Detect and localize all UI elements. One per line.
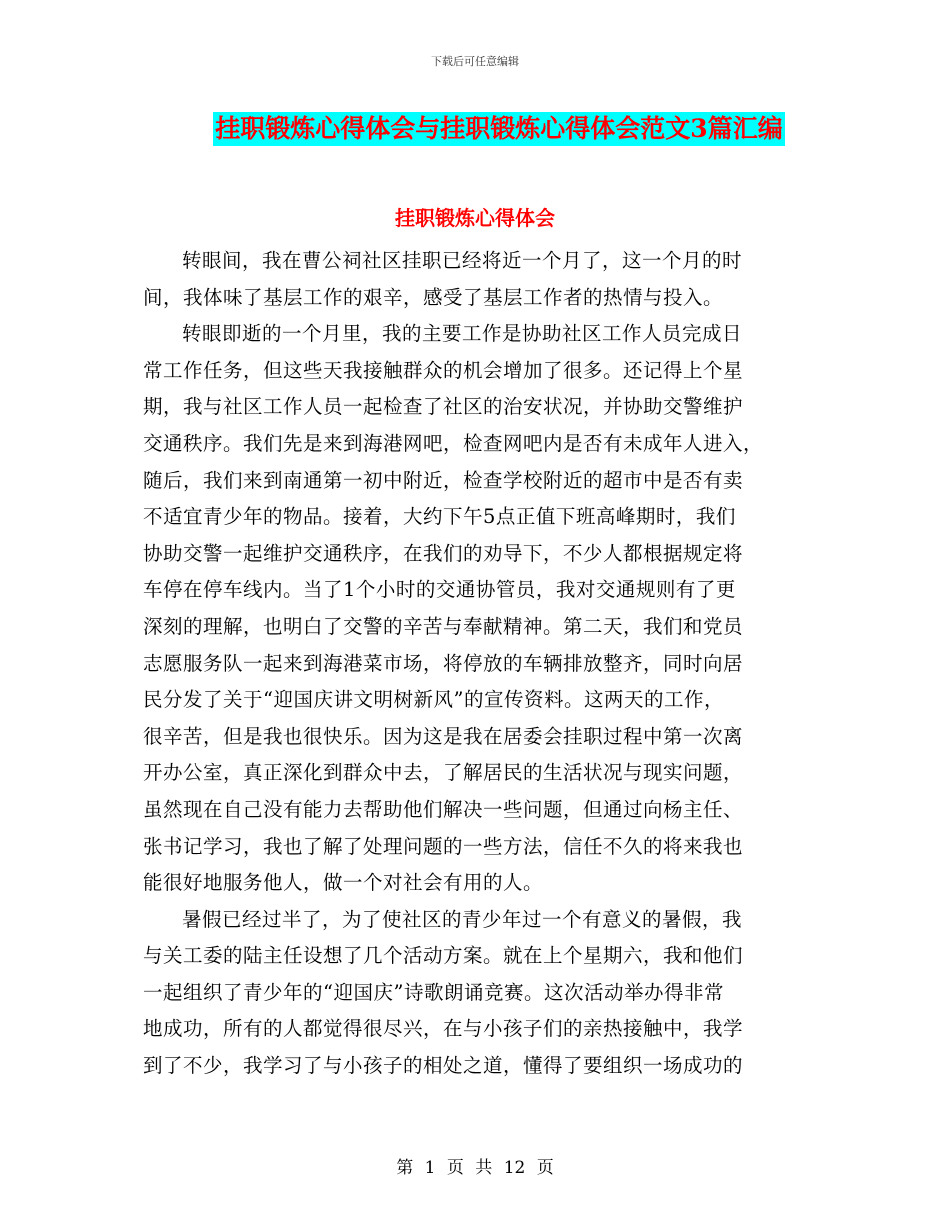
paragraph-line: 民分发了关于“迎国庆讲文明树新风”的宣传资料。这两天的工作， xyxy=(143,688,724,712)
paragraph-line: 很辛苦，但是我也很快乐。因为这是我在居委会挂职过程中第一次离 xyxy=(143,724,744,748)
page-footer xyxy=(0,1153,950,1178)
document-title-container xyxy=(0,112,950,146)
paragraph-3 xyxy=(143,902,805,1085)
paragraph-line: 到了不少，我学习了与小孩子的相处之道，懂得了要组织一场成功的 xyxy=(143,1054,744,1078)
paragraph-line: 转眼间，我在曹公祠社区挂职已经将近一个月了，这一个月的时 xyxy=(182,249,743,272)
paragraph-line: 一起组织了青少年的“迎国庆”诗歌朗诵竞赛。这次活动举办得非常 xyxy=(143,980,724,1004)
paragraph-line: 随后，我们来到南通第一初中附近，检查学校附近的超市中是否有卖 xyxy=(143,468,744,492)
header-note: 下载后可任意编辑 xyxy=(431,55,519,68)
paragraph-line: 张书记学习，我也了解了处理问题的一些方法，信任不久的将来我也 xyxy=(143,834,744,858)
paragraph-line: 间，我体味了基层工作的艰辛，感受了基层工作者的热情与投入。 xyxy=(143,285,724,309)
section-title: 挂职锻炼心得体会 xyxy=(395,206,555,230)
paragraph-line: 地成功，所有的人都觉得很尽兴，在与小孩子们的亲热接触中，我学 xyxy=(143,1017,744,1041)
paragraph-line: 与关工委的陆主任设想了几个活动方案。就在上个星期六，我和他们 xyxy=(143,944,744,968)
paragraph-line: 开办公室，真正深化到群众中去，了解居民的生活状况与现实问题， xyxy=(143,761,744,785)
paragraph-line: 暑假已经过半了，为了使社区的青少年过一个有意义的暑假，我 xyxy=(182,907,743,931)
paragraph-line: 虽然现在自己没有能力去帮助他们解决一些问题，但通过向杨主任、 xyxy=(143,797,744,821)
footer-label-total-unit: 页 xyxy=(536,1158,554,1178)
footer-label-total: 共 xyxy=(475,1158,493,1178)
paragraph-1 xyxy=(143,243,805,316)
paragraph-line: 期，我与社区工作人员一起检查了社区的治安状况，并协助交警维护 xyxy=(143,395,744,419)
paragraph-line: 交通秩序。我们先是来到海港网吧，检查网吧内是否有未成年人进入， xyxy=(143,431,764,455)
paragraph-line: 车停在停车线内。当了1个小时的交通协管员，我对交通规则有了更 xyxy=(143,578,736,602)
paragraph-line: 不适宜青少年的物品。接着，大约下午5点正值下班高峰期时，我们 xyxy=(143,505,736,529)
paragraph-line: 志愿服务队一起来到海港菜市场，将停放的车辆排放整齐，同时向居 xyxy=(143,651,744,675)
document-body xyxy=(143,243,805,1085)
paragraph-line: 能很好地服务他人，做一个对社会有用的人。 xyxy=(143,871,544,895)
paragraph-2 xyxy=(143,316,805,902)
footer-total-pages: 12 xyxy=(503,1158,526,1178)
footer-current-page: 1 xyxy=(424,1158,436,1178)
document-title: 挂职锻炼心得体会与挂职锻炼心得体会范文3篇汇编 xyxy=(213,112,784,146)
paragraph-line: 深刻的理解，也明白了交警的辛苦与奉献精神。第二天，我们和党员 xyxy=(143,614,744,638)
footer-label-page-unit: 页 xyxy=(446,1158,464,1178)
paragraph-line: 常工作任务，但这些天我接触群众的机会增加了很多。还记得上个星 xyxy=(143,358,744,382)
footer-label-page: 第 xyxy=(396,1158,414,1178)
paragraph-line: 转眼即逝的一个月里，我的主要工作是协助社区工作人员完成日 xyxy=(182,322,743,346)
paragraph-line: 协助交警一起维护交通秩序，在我们的劝导下，不少人都根据规定将 xyxy=(143,541,744,565)
